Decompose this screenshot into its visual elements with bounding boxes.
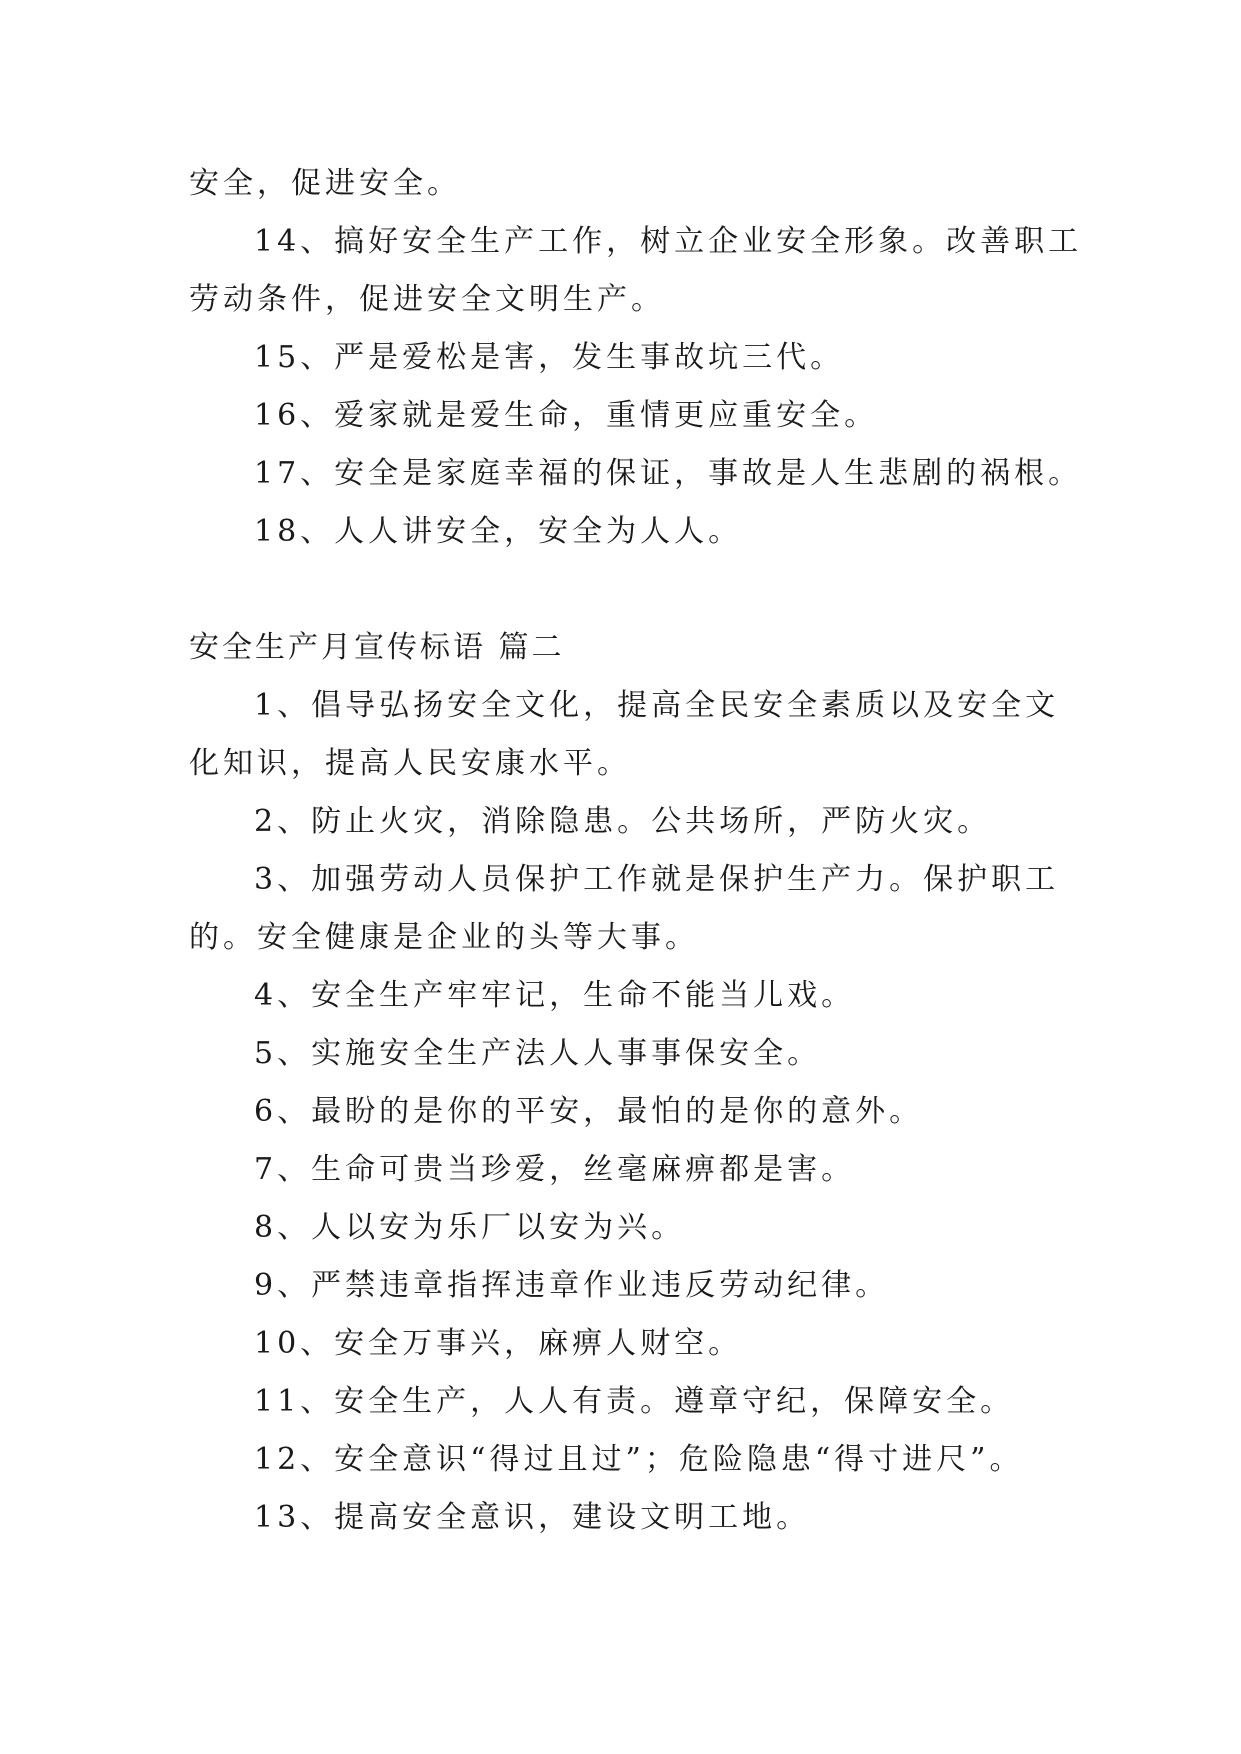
slogan-8: 8、人以安为乐厂以安为兴。 <box>254 1210 686 1245</box>
slogan-12: 12、安全意识“得过且过”；危险隐患“得寸进尺”。 <box>254 1442 1024 1477</box>
slogan-3: 3、加强劳动人员保护工作就是保护生产力。保护职工 <box>254 862 1060 897</box>
text-line: 的。安全健康是企业的头等大事。 <box>189 920 699 955</box>
slogan-11: 11、安全生产，人人有责。遵章守纪，保障安全。 <box>254 1384 1015 1419</box>
slogan-17: 17、安全是家庭幸福的保证，事故是人生悲剧的祸根。 <box>254 456 1083 491</box>
slogan-15: 15、严是爱松是害，发生事故坑三代。 <box>254 340 845 375</box>
slogan-13: 13、提高安全意识，建设文明工地。 <box>254 1500 811 1535</box>
slogan-9: 9、严禁违章指挥违章作业违反劳动纪律。 <box>254 1268 890 1303</box>
slogan-1: 1、倡导弘扬安全文化，提高全民安全素质以及安全文 <box>254 688 1060 723</box>
slogan-5: 5、实施安全生产法人人事事保安全。 <box>254 1036 822 1071</box>
slogan-6: 6、最盼的是你的平安，最怕的是你的意外。 <box>254 1094 924 1129</box>
slogan-18: 18、人人讲安全，安全为人人。 <box>254 514 743 549</box>
slogan-10: 10、安全万事兴，麻痹人财空。 <box>254 1326 743 1361</box>
slogan-2: 2、防止火灾，消除隐患。公共场所，严防火灾。 <box>254 804 992 839</box>
slogan-7: 7、生命可贵当珍爱，丝毫麻痹都是害。 <box>254 1152 856 1187</box>
slogan-14: 14、搞好安全生产工作，树立企业安全形象。改善职工 <box>254 224 1083 259</box>
text-line: 安全，促进安全。 <box>189 166 461 201</box>
text-line: 化知识，提高人民安康水平。 <box>189 746 631 781</box>
slogan-4: 4、安全生产牢牢记，生命不能当儿戏。 <box>254 978 856 1013</box>
text-line: 劳动条件，促进安全文明生产。 <box>189 282 665 317</box>
section-title: 安全生产月宣传标语 篇二 <box>189 630 565 665</box>
slogan-16: 16、爱家就是爱生命，重情更应重安全。 <box>254 398 879 433</box>
